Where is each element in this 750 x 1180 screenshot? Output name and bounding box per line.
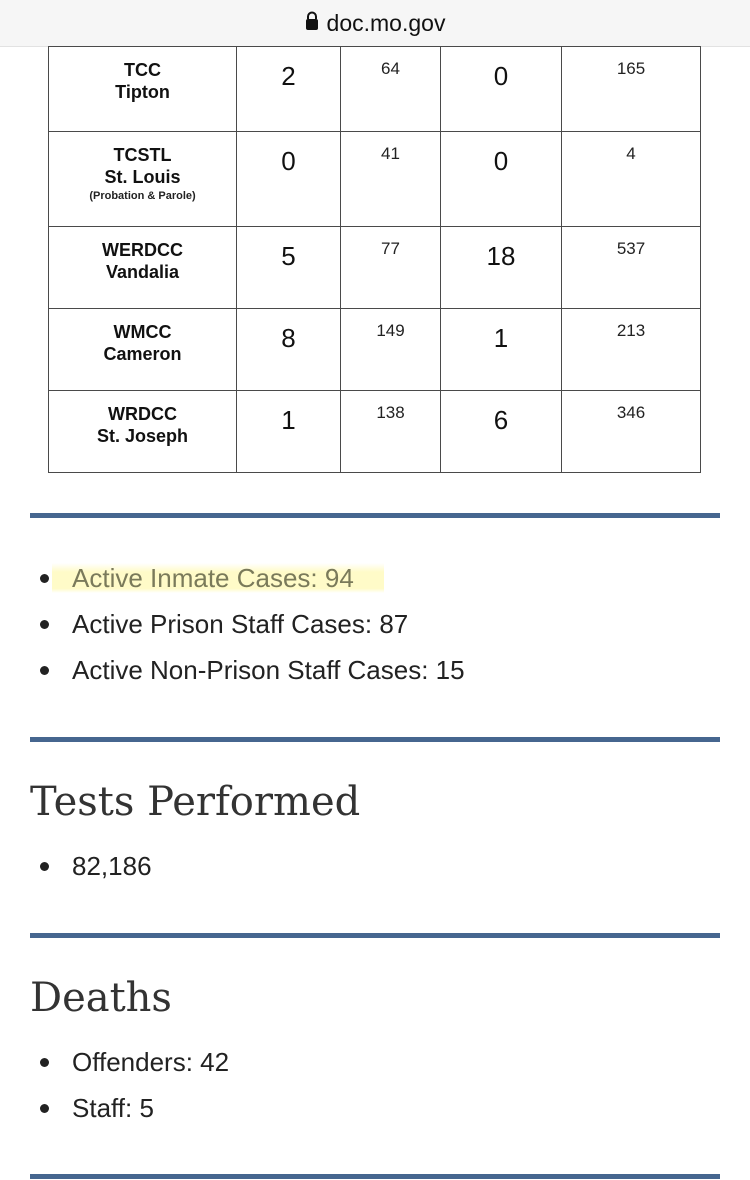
- table-cell: 346: [562, 391, 701, 473]
- table-cell: 1: [441, 309, 562, 391]
- facility-cell: [49, 309, 237, 391]
- facility-note: (Probation & Parole): [89, 190, 196, 202]
- facility-cell: [49, 47, 237, 132]
- address-bar[interactable]: [0, 0, 750, 47]
- list-item-text: Staff: 5: [72, 1093, 154, 1123]
- table-row: [49, 227, 701, 309]
- table-cell: 18: [441, 227, 562, 309]
- table-cell: 4: [562, 132, 701, 227]
- list-item-text: 82,186: [72, 851, 152, 881]
- bullet-icon: [40, 862, 49, 871]
- facility-code: TCSTL: [113, 145, 172, 165]
- facility-cases-table: [48, 46, 701, 473]
- table-cell: 6: [441, 391, 562, 473]
- facility-code: WRDCC: [108, 404, 177, 424]
- section-divider: [30, 737, 720, 742]
- table-cell: 0: [441, 47, 562, 132]
- facility-city: St. Joseph: [96, 426, 189, 446]
- list-item: [40, 1039, 229, 1085]
- facility-city: Cameron: [103, 344, 182, 364]
- bullet-icon: [40, 574, 49, 583]
- highlighted-text: Active Inmate Cases: 94: [52, 563, 384, 593]
- list-item: [40, 555, 465, 601]
- tests-list: [40, 843, 152, 889]
- lock-icon: [305, 11, 319, 36]
- section-heading: Deaths: [30, 975, 172, 1021]
- list-item: [40, 843, 152, 889]
- section-heading: Tests Performed: [30, 779, 361, 825]
- table-cell: 213: [562, 309, 701, 391]
- section-divider: [30, 1174, 720, 1179]
- facility-city: Vandalia: [105, 262, 180, 282]
- bullet-icon: [40, 666, 49, 675]
- facility-cell: [49, 391, 237, 473]
- facility-cell: [49, 227, 237, 309]
- list-item-text: Active Prison Staff Cases: 87: [72, 609, 409, 639]
- facility-code: WMCC: [113, 322, 172, 342]
- active-cases-list: [40, 555, 465, 693]
- table-cell: 1: [237, 391, 341, 473]
- section-divider: [30, 933, 720, 938]
- table-row: [49, 391, 701, 473]
- table-row: [49, 309, 701, 391]
- table-row: [49, 47, 701, 132]
- list-item-text: Active Non-Prison Staff Cases: 15: [72, 655, 465, 685]
- table-cell: 41: [341, 132, 441, 227]
- list-item-text: Offenders: 42: [72, 1047, 230, 1077]
- bullet-icon: [40, 620, 49, 629]
- table-cell: 0: [237, 132, 341, 227]
- facility-code: WERDCC: [102, 240, 183, 260]
- facility-code: TCC: [124, 60, 161, 80]
- facility-cell: [49, 132, 237, 227]
- section-divider: [30, 513, 720, 518]
- list-item: [40, 601, 465, 647]
- table-row: [49, 132, 701, 227]
- table-cell: 0: [441, 132, 562, 227]
- table-cell: 64: [341, 47, 441, 132]
- list-item: [40, 647, 465, 693]
- table-cell: 138: [341, 391, 441, 473]
- facility-city: Tipton: [115, 82, 170, 102]
- table-cell: 5: [237, 227, 341, 309]
- facility-city: St. Louis: [104, 167, 181, 187]
- url-text: doc.mo.gov: [326, 9, 446, 36]
- table-cell: 2: [237, 47, 341, 132]
- list-item: [40, 1085, 229, 1131]
- deaths-list: [40, 1039, 229, 1131]
- table-cell: 537: [562, 227, 701, 309]
- table-cell: 149: [341, 309, 441, 391]
- bullet-icon: [40, 1104, 49, 1113]
- table-cell: 165: [562, 47, 701, 132]
- table-cell: 77: [341, 227, 441, 309]
- table-cell: 8: [237, 309, 341, 391]
- bullet-icon: [40, 1058, 49, 1067]
